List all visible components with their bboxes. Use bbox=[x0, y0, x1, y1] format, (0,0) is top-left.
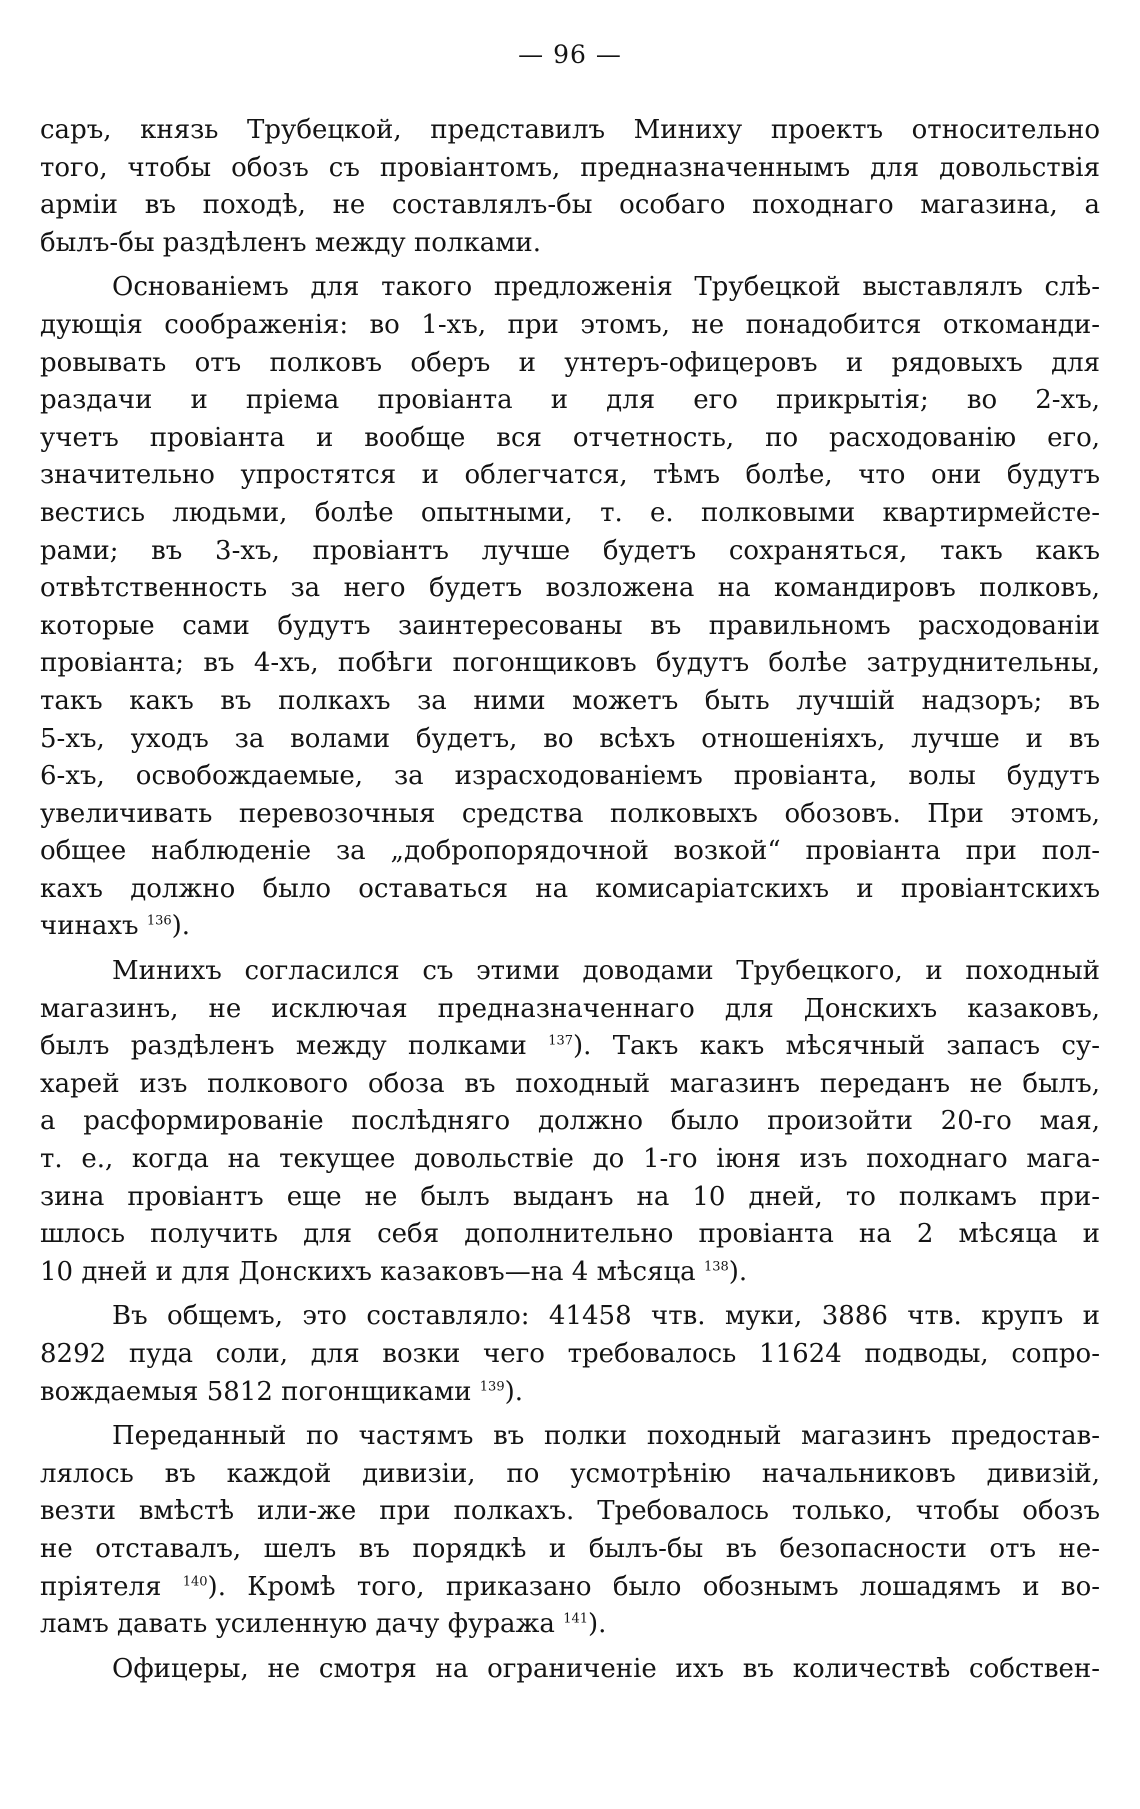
body-text bbox=[40, 112, 1100, 1695]
text-line: которые сами будутъ заинтересованы въ правильномъ расходованіи bbox=[40, 610, 1100, 641]
text-line: магазинъ, не исключая предназначеннаго для Донскихъ казаковъ, bbox=[40, 993, 1100, 1024]
paragraph-6 bbox=[40, 1651, 1100, 1689]
text-line: зина провіантъ еще не былъ выданъ на 10 дней, то полкамъ при- bbox=[40, 1181, 1100, 1212]
text-fragment: ). bbox=[171, 911, 191, 942]
text-line: шлось получить для себя дополнительно провіанта на 2 мѣсяца и bbox=[40, 1219, 1100, 1250]
text-fragment: 10 дней и для Донскихъ казаковъ—на 4 мѣсяца bbox=[40, 1256, 696, 1287]
text-line: 5-хъ, уходъ за волами будетъ, во всѣхъ отношеніяхъ, лучше и въ bbox=[40, 723, 1100, 754]
text-line: учетъ провіанта и вообще вся отчетность, по расходованію его, bbox=[40, 422, 1100, 453]
footnote-ref-138[interactable]: 138 bbox=[703, 1259, 729, 1275]
text-fragment: ). bbox=[504, 1376, 524, 1407]
text-fragment: ). bbox=[728, 1256, 748, 1287]
page-number: — 96 — bbox=[518, 40, 622, 69]
text-line: рами; въ 3-хъ, провіантъ лучше будетъ сохраняться, такъ какъ bbox=[40, 535, 1100, 566]
text-fragment: ). bbox=[588, 1609, 607, 1640]
text-line: былъ-бы раздѣленъ между полками. bbox=[40, 227, 542, 258]
text-line: Офицеры, не смотря на ограниченіе ихъ въ количествѣ собствен- bbox=[112, 1653, 1100, 1684]
paragraph-1 bbox=[40, 112, 1100, 262]
text-fragment: чинахъ bbox=[40, 911, 139, 942]
paragraph-5 bbox=[40, 1418, 1100, 1644]
paragraph-2 bbox=[40, 269, 1100, 946]
text-line: общее наблюденіе за „добропорядочной возкой“ провіанта при пол- bbox=[40, 836, 1100, 867]
text-line: отвѣтственность за него будетъ возложена на командировъ полковъ, bbox=[40, 573, 1100, 604]
text-fragment: былъ раздѣленъ между полками bbox=[40, 1031, 527, 1062]
text-line: лялось въ каждой дивизіи, по усмотрѣнію начальниковъ дивизій, bbox=[40, 1458, 1100, 1489]
text-line: ровывать отъ полковъ оберъ и унтеръ-офицеровъ и рядовыхъ для bbox=[40, 347, 1100, 378]
text-line: 6-хъ, освобождаемые, за израсходованіемъ провіанта, волы будутъ bbox=[40, 761, 1100, 792]
text-line: раздачи и пріема провіанта и для его прикрытія; во 2-хъ, bbox=[40, 385, 1100, 416]
text-line: увеличивать перевозочныя средства полковыхъ обозовъ. При этомъ, bbox=[40, 798, 1100, 829]
paragraph-4 bbox=[40, 1298, 1100, 1411]
text-fragment: вождаемыя 5812 погонщиками bbox=[40, 1376, 472, 1407]
paragraph-3 bbox=[40, 953, 1100, 1291]
text-line: арміи въ походѣ, не составлялъ-бы особаго походнаго магазина, а bbox=[40, 190, 1100, 221]
text-line: харей изъ полкового обоза въ походный магазинъ переданъ не былъ, bbox=[40, 1068, 1100, 1099]
text-line: Основаніемъ для такого предложенія Трубецкой выставлялъ слѣ- bbox=[112, 272, 1100, 303]
text-line: дующія соображенія: во 1-хъ, при этомъ, не понадобится откоманди- bbox=[40, 309, 1100, 340]
text-line: такъ какъ въ полкахъ за ними можетъ быть лучшій надзоръ; въ bbox=[40, 685, 1100, 716]
text-line: провіанта; въ 4-хъ, побѣги погонщиковъ будутъ болѣе затруднительны, bbox=[40, 648, 1100, 679]
text-line: везти вмѣстѣ или-же при полкахъ. Требовалось только, чтобы обозъ bbox=[40, 1496, 1100, 1527]
book-page bbox=[40, 40, 1100, 1780]
footnote-ref-136[interactable]: 136 bbox=[146, 913, 172, 929]
text-line: не отставалъ, шелъ въ порядкѣ и былъ-бы въ безопасности отъ не- bbox=[40, 1533, 1100, 1564]
text-line bbox=[40, 1254, 1100, 1292]
text-line bbox=[40, 1606, 1100, 1644]
text-line bbox=[40, 1028, 1100, 1066]
footnote-ref-140[interactable]: 140 bbox=[182, 1573, 208, 1589]
text-line: Минихъ согласился съ этими доводами Трубецкого, и походный bbox=[112, 956, 1100, 987]
text-fragment: ). Такъ какъ мѣсячный запасъ су- bbox=[573, 1031, 1100, 1062]
text-fragment: пріятеля bbox=[40, 1571, 162, 1602]
text-line: кахъ должно было оставаться на комисаріатскихъ и провіантскихъ bbox=[40, 873, 1100, 904]
text-line bbox=[40, 908, 1100, 946]
footnote-ref-137[interactable]: 137 bbox=[548, 1033, 574, 1049]
text-line: а расформированіе послѣдняго должно было произойти 20-го мая, bbox=[40, 1106, 1100, 1137]
footnote-ref-141[interactable]: 141 bbox=[563, 1611, 589, 1627]
text-line bbox=[40, 1374, 1100, 1412]
text-line: т. е., когда на текущее довольствіе до 1-го іюня изъ походнаго мага- bbox=[40, 1144, 1100, 1175]
text-line: Переданный по частямъ въ полки походный магазинъ предостав- bbox=[112, 1421, 1100, 1452]
text-line: того, чтобы обозъ съ провіантомъ, предназначеннымъ для довольствія bbox=[40, 152, 1100, 183]
text-fragment: ). Кромѣ того, приказано было обознымъ лошадямъ и во- bbox=[207, 1571, 1101, 1602]
text-line: Въ общемъ, это составляло: 41458 чтв. муки, 3886 чтв. крупъ и bbox=[112, 1301, 1100, 1332]
text-line: вестись людьми, болѣе опытными, т. е. полковыми квартирмейсте- bbox=[40, 497, 1100, 528]
text-line: саръ, князь Трубецкой, представилъ Миниху проектъ относительно bbox=[40, 115, 1100, 145]
text-line: значительно упростятся и облегчатся, тѣмъ болѣе, что они будутъ bbox=[40, 460, 1100, 491]
text-line bbox=[40, 1569, 1100, 1607]
text-fragment: ламъ давать усиленную дачу фуража bbox=[40, 1609, 555, 1640]
footnote-ref-139[interactable]: 139 bbox=[479, 1378, 505, 1394]
text-line: 8292 пуда соли, для возки чего требовалось 11624 подводы, сопро- bbox=[40, 1339, 1100, 1369]
